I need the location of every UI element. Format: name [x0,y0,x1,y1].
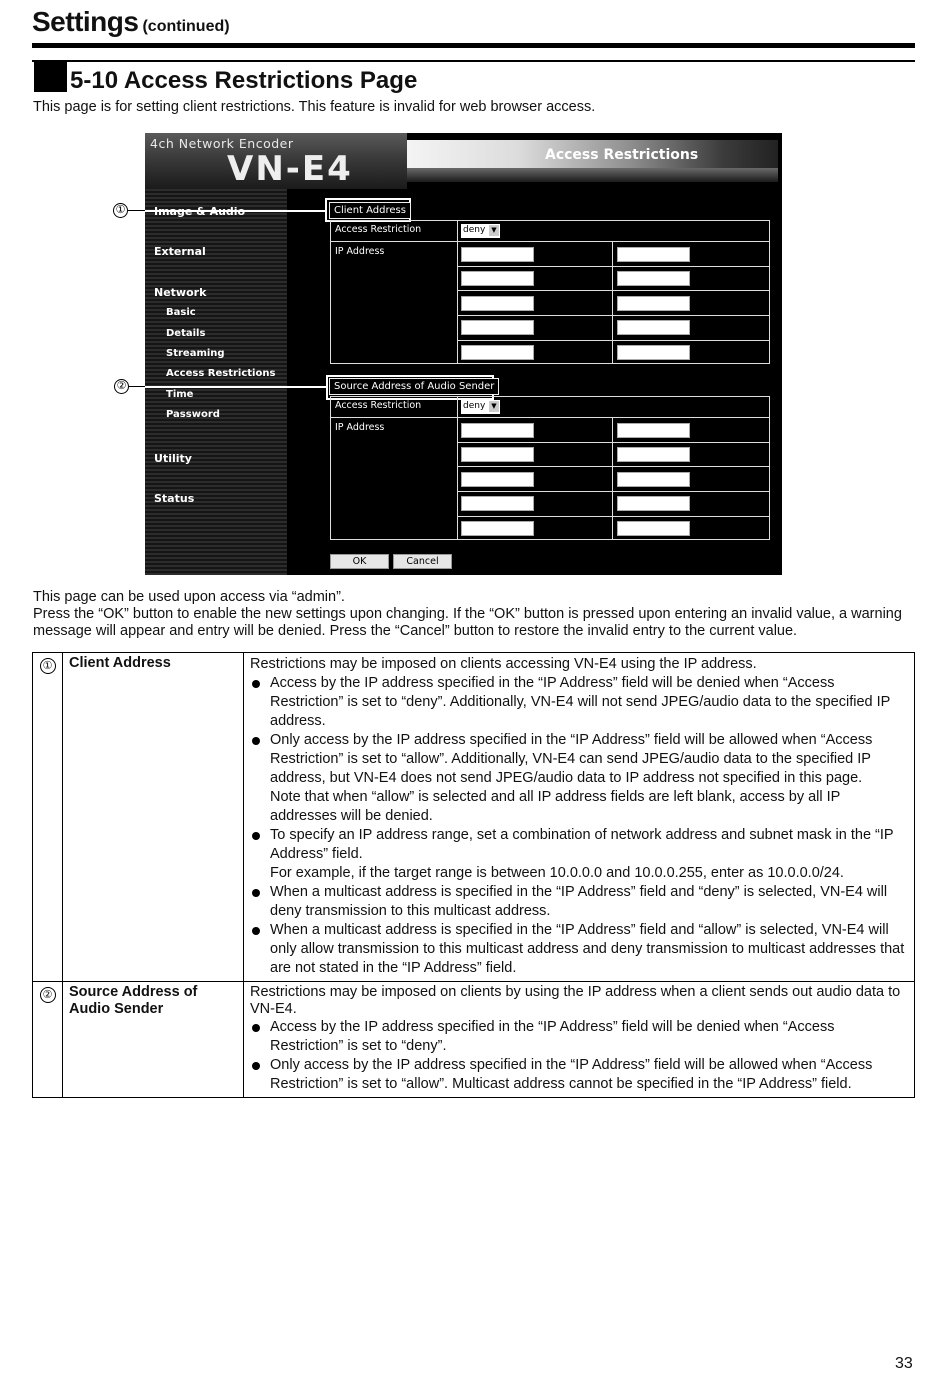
nav-time[interactable]: Time [166,389,194,400]
client-ip-field[interactable] [617,345,690,360]
model-logo: VN-E4 [227,149,353,189]
page-number: 33 [895,1355,913,1372]
admin-note: This page can be used upon access via “admin”. [33,589,345,605]
nav-streaming[interactable]: Streaming [166,348,225,359]
section-title: 5-10 Access Restrictions Page [70,67,418,94]
row-key: Client Address [63,653,244,982]
header-rule [32,43,915,48]
list-item: When a multicast address is specified in the “IP Address” field and “deny” is selected, VN-E4 will deny transmission to this multicast address. [250,883,908,921]
client-ip-field[interactable] [461,296,534,311]
page-header [32,6,230,38]
client-ip-field[interactable] [617,320,690,335]
list-item: To specify an IP address range, set a combination of network address and subnet mask in the “IP Address” field. [250,826,908,864]
audio-ip-field[interactable] [461,496,534,511]
audio-ip-field[interactable] [617,447,690,462]
row-intro: Restrictions may be imposed on clients by using the IP address when a client sends out audio data to VN-E4. [250,984,901,1017]
callout-1-marker: ① [113,203,128,218]
audio-restriction-value: deny [463,401,486,411]
audio-ip-label: IP Address [335,422,385,433]
nav-password[interactable]: Password [166,409,220,420]
callout-1-line [145,210,325,212]
encoder-label: 4ch Network Encoder [150,136,294,151]
section-description: This page is for setting client restrictions. This feature is invalid for web browser access. [33,99,596,115]
audio-ip-field[interactable] [461,423,534,438]
header-subtitle: (continued) [142,18,230,35]
list-item: When a multicast address is specified in the “IP Address” field and “allow” is selected, VN-E4 will only allow transmission to this multicast address and deny transmission to multicast addresses that are not stated in the “IP Address” field. [250,921,908,978]
list-item: Access by the IP address specified in the “IP Address” field will be denied when “Access Restriction” is set to “deny”. [250,1018,908,1056]
audio-sender-title: Source Address of Audio Sender [329,378,499,395]
callout-1-leader [128,210,145,211]
client-ip-field[interactable] [461,271,534,286]
client-address-title: Client Address [329,202,411,219]
audio-restriction-label: Access Restriction [335,400,422,411]
table-row [33,982,915,1098]
audio-ip-field[interactable] [461,447,534,462]
list-item: Only access by the IP address specified in the “IP Address” field will be allowed when “Access Restriction” is set to “allow”. Multicast address cannot be specified in the “IP Address” field. [250,1056,908,1094]
cancel-button[interactable]: Cancel [393,554,452,569]
client-restriction-select[interactable] [461,224,500,238]
nav-access-restrictions[interactable]: Access Restrictions [166,368,276,379]
access-restrictions-screenshot [145,133,782,575]
client-ip-field[interactable] [617,296,690,311]
ok-button[interactable]: OK [330,554,389,569]
audio-restriction-select[interactable] [461,400,500,414]
row-description [244,653,915,982]
list-item-note: For example, if the target range is between 10.0.0.0 and 10.0.0.255, enter as 10.0.0.0/24. [270,865,844,881]
section-marker [34,62,67,92]
nav-utility[interactable]: Utility [154,452,192,465]
client-ip-label: IP Address [335,246,385,257]
section-rule [32,60,915,62]
client-ip-field[interactable] [617,271,690,286]
row-key: Source Address of Audio Sender [63,982,244,1098]
nav-external[interactable]: External [154,245,206,258]
callout-2-marker: ② [114,379,129,394]
client-ip-field[interactable] [617,247,690,262]
row-description [244,982,915,1098]
callout-2-leader [129,386,145,387]
title-banner-shadow [407,168,778,182]
list-item: Access by the IP address specified in the “IP Address” field will be denied when “Access Restriction” is set to “deny”. Additionally, VN-E4 will not send JPEG/audio data to the specified IP address. [250,674,908,731]
ok-cancel-note: Press the “OK” button to enable the new settings upon changing. If the “OK” button is pressed upon entering an invalid value, a warning message will appear and entry will be denied. Press the “Cancel” button to restore the invalid entry to the current value. [33,606,902,639]
client-restriction-value: deny [463,225,486,235]
audio-ip-field[interactable] [617,496,690,511]
list-item-note: Note that when “allow” is selected and all IP address fields are left blank, access by all IP addresses will be denied. [270,789,841,824]
row-number: ① [40,658,56,674]
callout-2-line [145,386,326,388]
row-number: ② [40,987,56,1003]
client-ip-field[interactable] [461,345,534,360]
list-item: Only access by the IP address specified in the “IP Address” field will be allowed when “Access Restriction” is set to “allow”. Additionally, VN-E4 can send JPEG/audio data to the specified IP address, but VN-E4 does not send JPEG/audio data to IP address not specified in this page. [250,731,908,788]
header-title: Settings [32,6,139,37]
nav-basic[interactable]: Basic [166,307,196,318]
audio-ip-field[interactable] [461,521,534,536]
banner-title: Access Restrictions [545,147,699,163]
audio-ip-field[interactable] [461,472,534,487]
table-row [33,653,915,982]
client-ip-field[interactable] [461,320,534,335]
audio-ip-field[interactable] [617,472,690,487]
client-ip-field[interactable] [461,247,534,262]
chevron-down-icon: ▼ [489,401,499,412]
audio-ip-field[interactable] [617,521,690,536]
row-intro: Restrictions may be imposed on clients accessing VN-E4 using the IP address. [250,656,757,672]
nav-details[interactable]: Details [166,328,206,339]
nav-status[interactable]: Status [154,492,195,505]
nav-network[interactable]: Network [154,286,207,299]
settings-table [32,652,915,1098]
chevron-down-icon: ▼ [489,225,499,236]
audio-ip-field[interactable] [617,423,690,438]
client-restriction-label: Access Restriction [335,224,422,235]
